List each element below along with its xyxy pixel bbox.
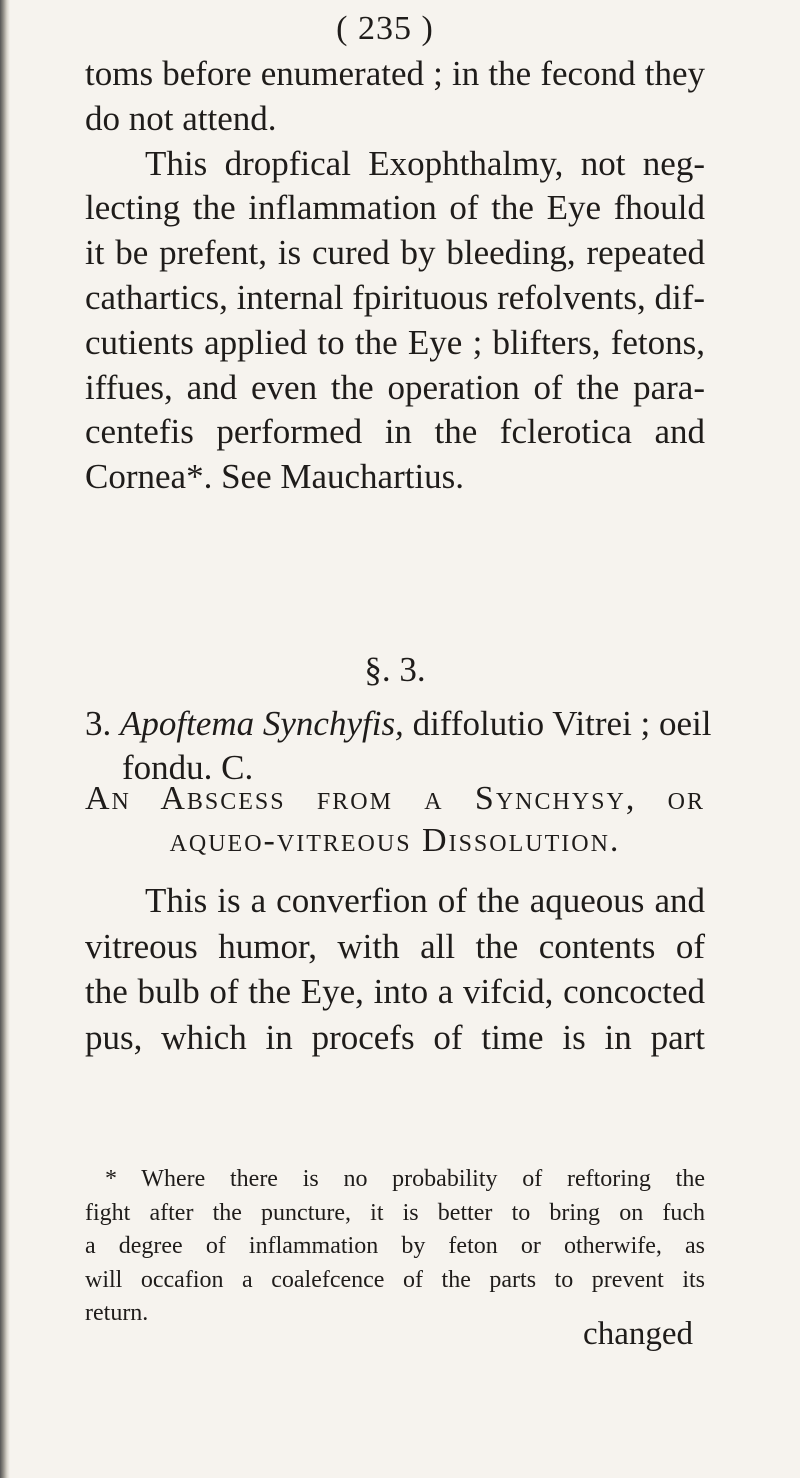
text-line: This is a converfion of the aqueous and [145, 881, 705, 920]
footnote-line: a degree of inflammation by feton or otherwife, as [85, 1233, 705, 1259]
heading-line-2: aqueo-vitreous Dissolution. [169, 822, 621, 859]
catchword: changed [583, 1316, 693, 1352]
text-line: cathartics, internal fpirituous refolvents, dif- [85, 277, 706, 317]
footnote-line: will occafion a coalefcence of the parts to prevent its [85, 1266, 705, 1293]
section-mark: §. 3. [364, 650, 426, 689]
entry-number: 3. [85, 704, 112, 743]
entry-paragraph [85, 702, 712, 790]
text-line: the bulb of the Eye, into a vifcid, concocted [85, 972, 705, 1011]
entry-latin-rest: diffolutio Vitrei ; oeil [403, 704, 712, 743]
section-heading [85, 778, 705, 862]
entry-latin-name: Apoftema Synchyfis, [120, 704, 404, 743]
body-paragraphs [85, 52, 705, 500]
footnote [85, 1163, 705, 1331]
text-line: cutients applied to the Eye ; blifters, fetons, [85, 322, 705, 362]
text-line: toms before enumerated ; in the fecond they [85, 54, 705, 93]
page-number: ( 235 ) [336, 10, 434, 47]
text-line: This dropfical Exophthalmy, not neg- [145, 143, 705, 183]
text-line: lecting the inflammation of the Eye fhould [85, 188, 705, 228]
footnote-line: fight after the puncture, it is better to bring on fuch [85, 1199, 705, 1226]
text-line: it be prefent, is cured by bleeding, repeated [85, 233, 705, 273]
text-line: vitreous humor, with all the contents of [85, 926, 705, 966]
text-line: iffues, and even the operation of the para- [85, 367, 705, 407]
paragraph-three [85, 878, 705, 1060]
text-line: centefis performed in the fclerotica and [85, 412, 705, 452]
heading-line-1: An Abscess from a Synchysy, or [85, 780, 705, 817]
footnote-line: return. [85, 1300, 149, 1326]
footnote-line: * Where there is no probability of reftoring the [105, 1166, 705, 1192]
text-line: Cornea*. See Mauchartius. [85, 457, 465, 497]
text-line: do not attend. [85, 98, 277, 138]
text-line: pus, which in procefs of time is in part [85, 1017, 705, 1057]
book-binding-edge [0, 0, 10, 1478]
entry-line-2: fondu. C. [122, 748, 254, 787]
